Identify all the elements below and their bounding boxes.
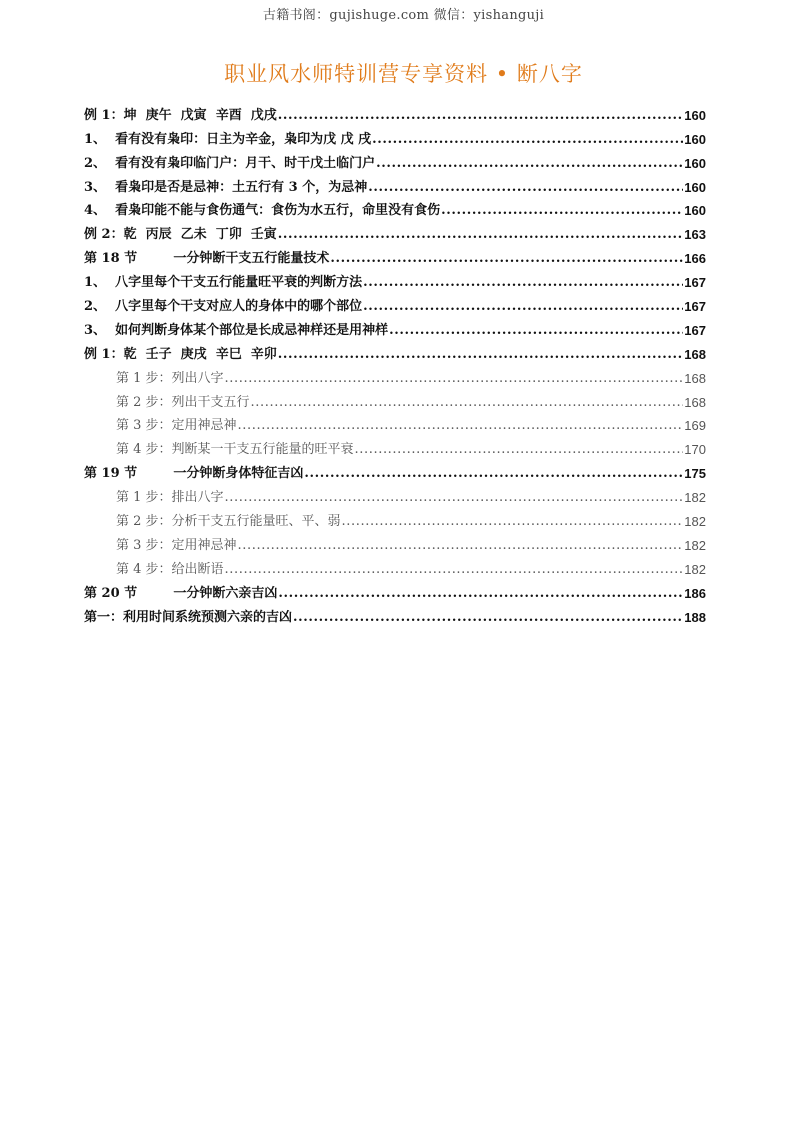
toc-entry[interactable] [84, 339, 706, 363]
toc-entry-page-number: 160 [684, 107, 706, 123]
toc-entry-label: 2、 八字里每个干支对应人的身体中的哪个部位 [84, 299, 363, 315]
toc-entry-page-number: 170 [684, 442, 706, 458]
toc-dot-leader [304, 466, 683, 482]
toc-entry[interactable] [84, 602, 706, 626]
toc-dot-leader [368, 180, 683, 196]
toc-dot-leader [278, 108, 684, 124]
toc-entry-label: 3、 如何判断身体某个部位是长成忌神样还是用神样 [84, 322, 389, 338]
toc-entry-label: 例 2：乾 丙辰 乙未 丁卯 壬寅 [84, 227, 277, 243]
toc-entry[interactable] [84, 578, 706, 602]
toc-entry-label: 第 3 步：定用神忌神 [116, 418, 237, 434]
toc-entry-page-number: 163 [684, 227, 706, 243]
toc-entry-page-number: 182 [684, 514, 706, 530]
toc-dot-leader [372, 132, 683, 148]
toc-dot-leader [389, 323, 683, 339]
toc-entry[interactable] [84, 315, 706, 339]
toc-entry[interactable] [84, 434, 706, 458]
toc-dot-leader [363, 299, 683, 315]
toc-entry-page-number: 182 [684, 561, 706, 577]
toc-entry-page-number: 168 [684, 346, 706, 362]
toc-dot-leader [293, 610, 683, 626]
toc-entry-label: 第 3 步：定用神忌神 [116, 537, 237, 553]
toc-dot-leader [225, 371, 684, 387]
toc-entry-label: 3、 看枭印是否是忌神：土五行有 3 个，为忌神 [84, 179, 368, 195]
toc-entry[interactable] [84, 196, 706, 220]
toc-entry-page-number: 186 [684, 585, 706, 601]
toc-entry-page-number: 160 [684, 203, 706, 219]
toc-entry-label: 2、 看有没有枭印临门户：月干、时干戊土临门户 [84, 155, 376, 171]
toc-entry[interactable] [84, 219, 706, 243]
toc-entry[interactable] [84, 482, 706, 506]
toc-entry[interactable] [84, 148, 706, 172]
toc-entry-page-number: 182 [684, 490, 706, 506]
toc-entry-label: 1、 看有没有枭印：日主为辛金，枭印为戊 戊 戌 [84, 131, 372, 147]
toc-entry-label: 第 1 步：列出八字 [116, 370, 224, 386]
toc-dot-leader [251, 395, 684, 411]
toc-entry-label: 第 20 节 一分钟断六亲吉凶 [84, 585, 278, 601]
toc-entry[interactable] [84, 411, 706, 435]
toc-dot-leader [363, 275, 683, 291]
toc-entry-page-number: 168 [684, 394, 706, 410]
toc-entry[interactable] [84, 172, 706, 196]
toc-entry-label: 第一：利用时间系统预测六亲的吉凶 [84, 609, 293, 625]
toc-dot-leader [330, 251, 683, 267]
toc-dot-leader [278, 227, 684, 243]
toc-entry-label: 例 1：乾 壬子 庚戌 辛巳 辛卯 [84, 346, 277, 362]
toc-entry[interactable] [84, 291, 706, 315]
document-title: 职业风水师特训营专享资料 • 断八字 [224, 62, 583, 86]
toc-entry[interactable] [84, 363, 706, 387]
toc-entry[interactable] [84, 100, 706, 124]
toc-entry-page-number: 169 [684, 418, 706, 434]
toc-dot-leader [238, 418, 684, 434]
toc-entry-page-number: 167 [684, 299, 706, 315]
toc-entry-page-number: 167 [684, 275, 706, 291]
toc-dot-leader [441, 203, 683, 219]
toc-entry-label: 4、 看枭印能不能与食伤通气：食伤为水五行，命里没有食伤 [84, 203, 441, 219]
toc-entry[interactable] [84, 267, 706, 291]
toc-entry-page-number: 168 [684, 370, 706, 386]
toc-entry-label: 1、 八字里每个干支五行能量旺平衰的判断方法 [84, 275, 363, 291]
toc-entry-page-number: 160 [684, 179, 706, 195]
toc-entry-page-number: 175 [684, 466, 706, 482]
toc-entry-label: 第 18 节 一分钟断干支五行能量技术 [84, 251, 330, 267]
toc-entry[interactable] [84, 458, 706, 482]
toc-entry[interactable] [84, 387, 706, 411]
toc-dot-leader [278, 586, 683, 602]
toc-dot-leader [225, 562, 684, 578]
toc-entry-label: 第 4 步：给出断语 [116, 561, 224, 577]
toc-entry[interactable] [84, 124, 706, 148]
toc-entry-page-number: 188 [684, 609, 706, 625]
toc-entry-label: 第 4 步：判断某一干支五行能量的旺平衰 [116, 442, 354, 458]
toc-entry[interactable] [84, 506, 706, 530]
toc-entry[interactable] [84, 554, 706, 578]
toc-entry-page-number: 166 [684, 251, 706, 267]
toc-entry-label: 第 1 步：排出八字 [116, 490, 224, 506]
toc-entry-page-number: 182 [684, 537, 706, 553]
toc-entry[interactable] [84, 530, 706, 554]
toc-dot-leader [225, 490, 684, 506]
toc-entry-page-number: 160 [684, 131, 706, 147]
toc-entry-label: 例 1：坤 庚午 戊寅 辛酉 戊戌 [84, 107, 277, 123]
toc-dot-leader [278, 347, 684, 363]
toc-dot-leader [342, 514, 684, 530]
toc-entry[interactable] [84, 243, 706, 267]
toc-entry-label: 第 19 节 一分钟断身体特征吉凶 [84, 466, 304, 482]
table-of-contents [84, 100, 706, 626]
toc-dot-leader [355, 442, 684, 458]
toc-dot-leader [238, 538, 684, 554]
toc-entry-page-number: 160 [684, 155, 706, 171]
page-header: 古籍书阁：gujishuge.com 微信：yishanguji [262, 8, 545, 23]
toc-entry-page-number: 167 [684, 322, 706, 338]
toc-entry-label: 第 2 步：分析干支五行能量旺、平、弱 [116, 514, 341, 530]
toc-dot-leader [376, 156, 683, 172]
toc-entry-label: 第 2 步：列出干支五行 [116, 394, 250, 410]
